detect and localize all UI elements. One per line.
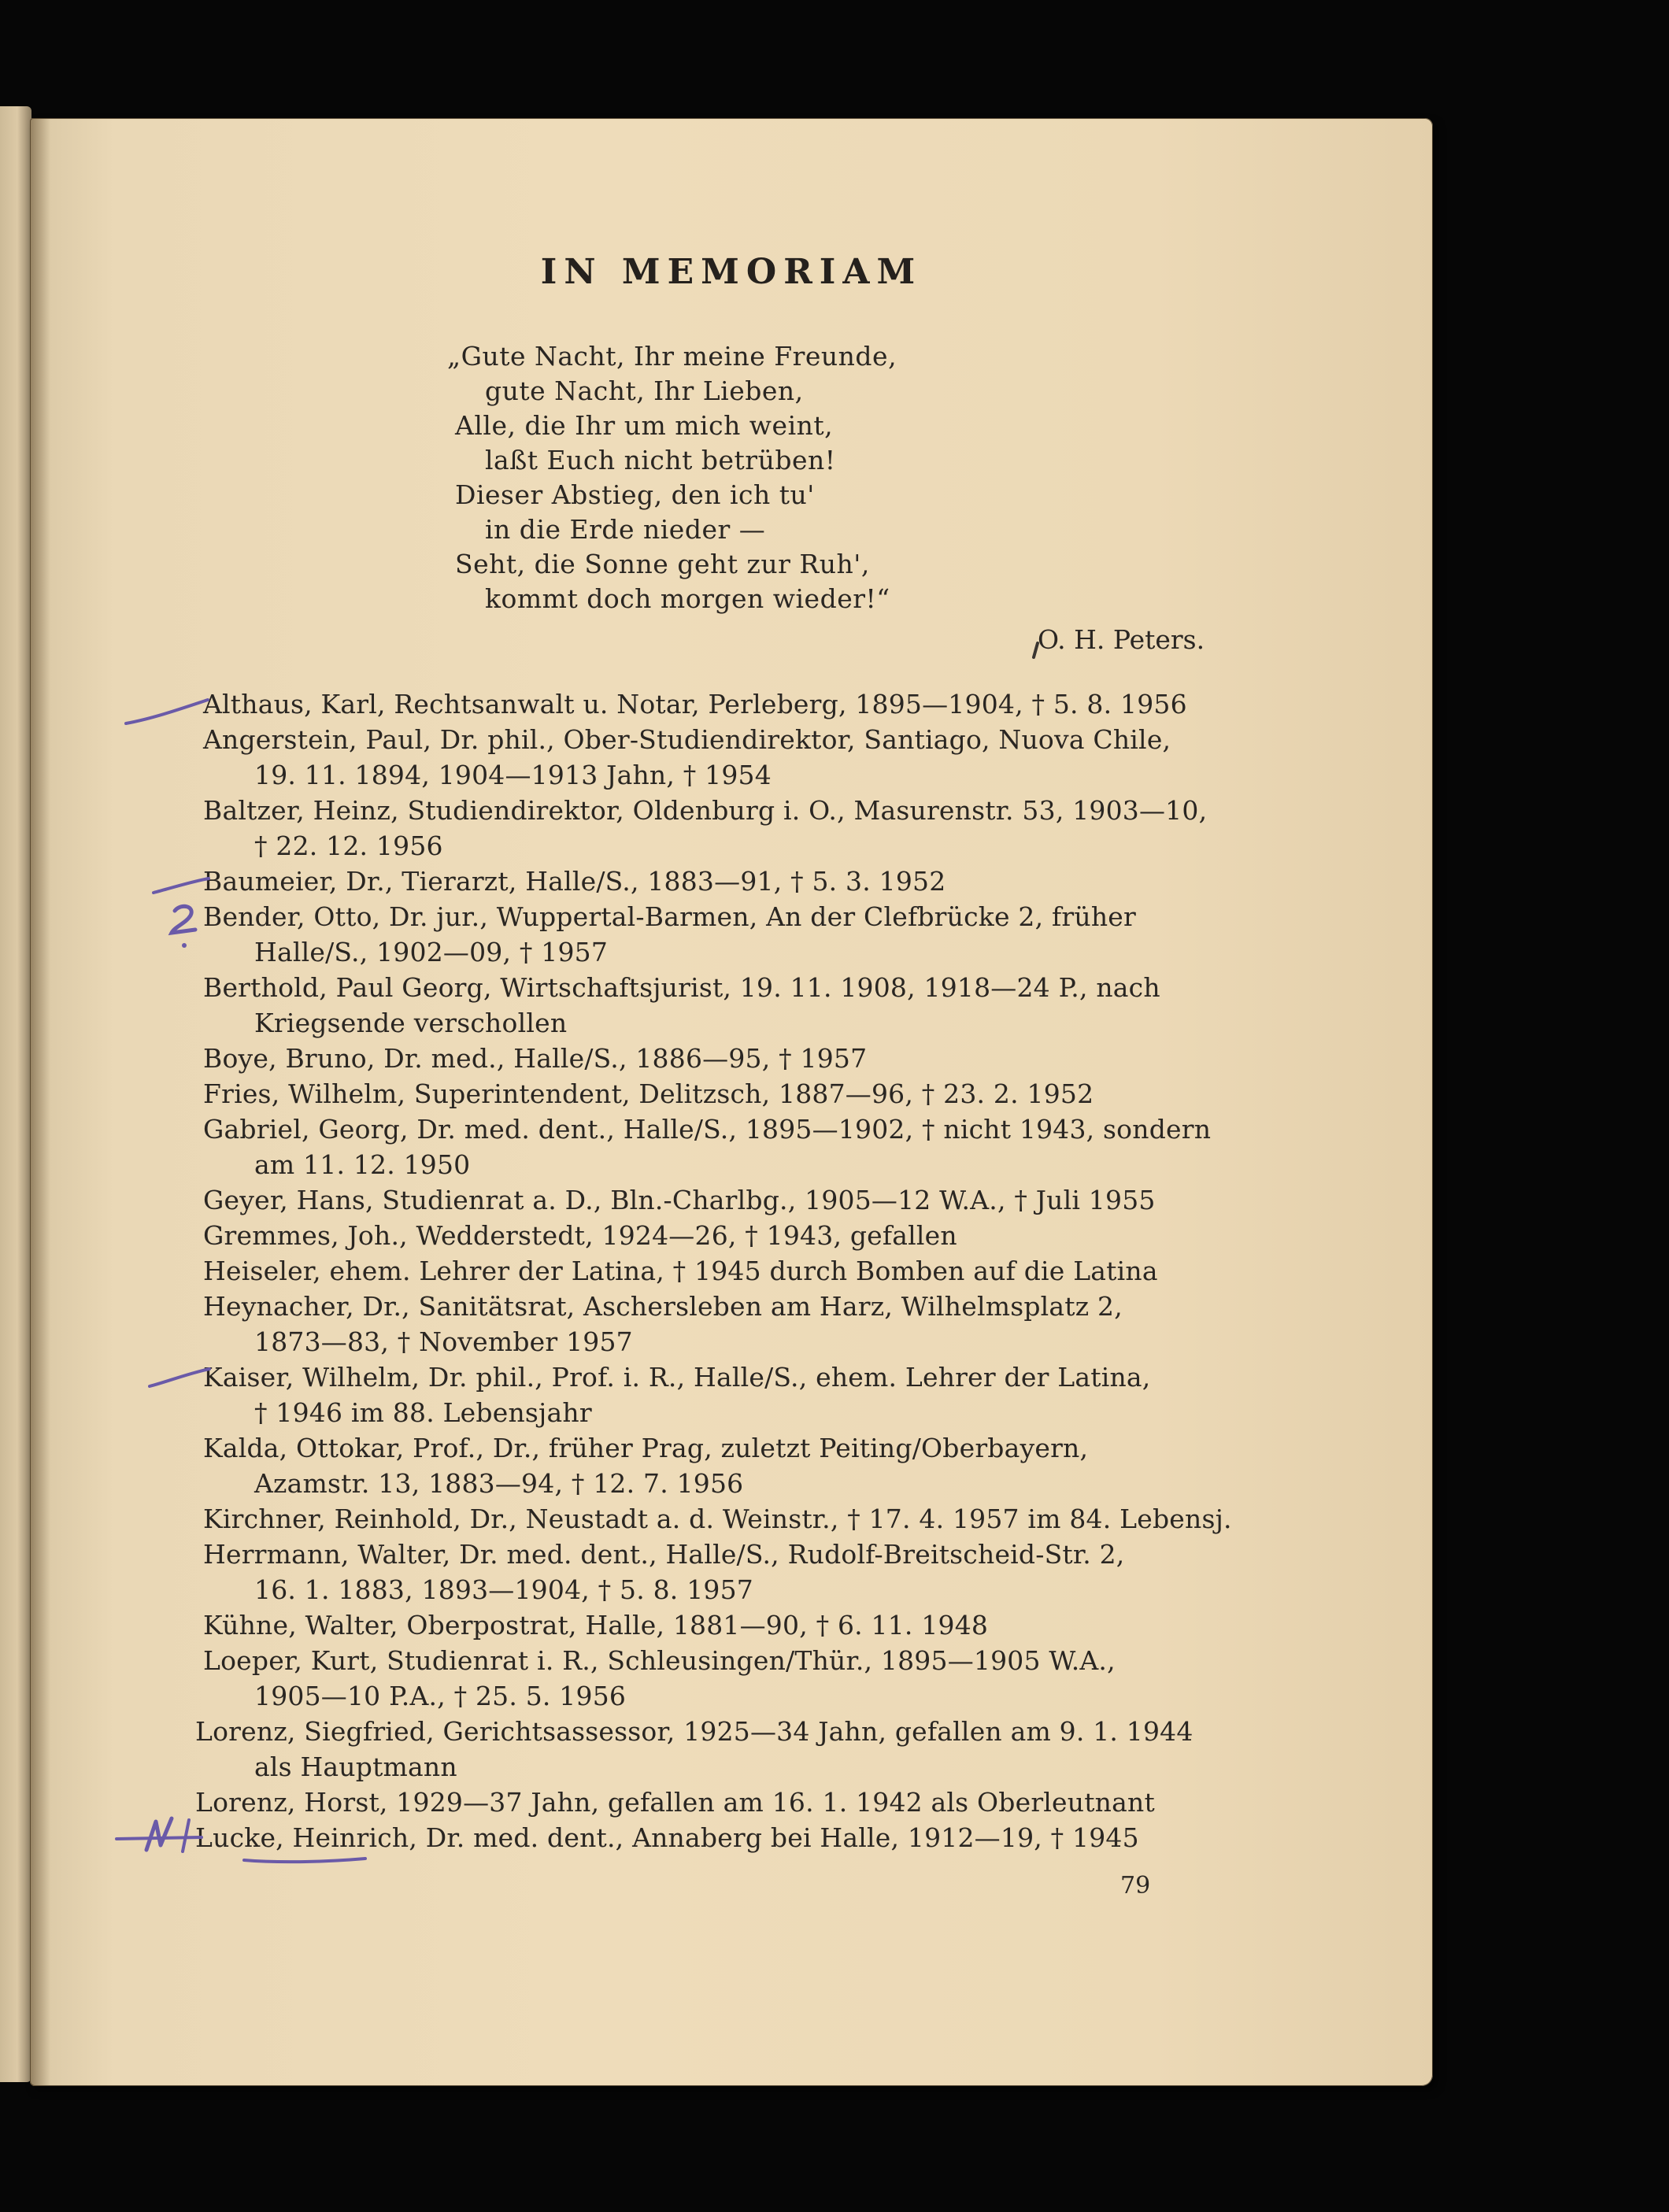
poem-line: Dieser Abstieg, den ich tu' [455,479,815,510]
memorial-entry: Kalda, Ottokar, Prof., Dr., früher Prag, zuletzt Peiting/Oberbayern, [203,1433,1089,1463]
memorial-entry: Kirchner, Reinhold, Dr., Neustadt a. d. Weinstr., † 17. 4. 1957 im 84. Lebensj. [203,1504,1232,1534]
memorial-entry: Althaus, Karl, Rechtsanwalt u. Notar, Perleberg, 1895—1904, † 5. 8. 1956 [203,689,1187,719]
memorial-entry: Boye, Bruno, Dr. med., Halle/S., 1886—95, † 1957 [203,1043,868,1074]
memorial-entry: Gabriel, Georg, Dr. med. dent., Halle/S., 1895—1902, † nicht 1943, sondern [203,1114,1212,1145]
previous-page-edge [0,106,31,2082]
poem-line: in die Erde nieder — [485,514,766,545]
memorial-entry: Lorenz, Siegfried, Gerichtsassessor, 1925—34 Jahn, gefallen am 9. 1. 1944 [195,1716,1193,1747]
memorial-entry: Lucke, Heinrich, Dr. med. dent., Annaberg bei Halle, 1912—19, † 1945 [195,1822,1139,1853]
memorial-entry: † 1946 im 88. Lebensjahr [254,1397,592,1428]
memorial-entry: Baumeier, Dr., Tierarzt, Halle/S., 1883—91, † 5. 3. 1952 [203,866,946,897]
poem-line: gute Nacht, Ihr Lieben, [485,375,804,406]
memorial-entry: 1873—83, † November 1957 [254,1326,633,1357]
page-number: 79 [1120,1872,1151,1899]
poem-line: Alle, die Ihr um mich weint, [455,410,834,441]
pen-mark-althaus-icon [124,697,211,728]
memorial-entry: 1905—10 P.A., † 25. 5. 1956 [254,1681,627,1711]
memorial-entry: Loeper, Kurt, Studienrat i. R., Schleusingen/Thür., 1895—1905 W.A., [203,1645,1116,1676]
page-title: IN MEMORIAM [540,252,923,292]
poem-line: kommt doch morgen wieder!“ [485,583,890,614]
memorial-entry: Azamstr. 13, 1883—94, † 12. 7. 1956 [254,1468,744,1499]
memorial-entry: Heynacher, Dr., Sanitätsrat, Aschersleben am Harz, Wilhelmsplatz 2, [203,1291,1123,1322]
poem-author: O. H. Peters. [1038,624,1205,655]
memorial-entry: Herrmann, Walter, Dr. med. dent., Halle/S., Rudolf-Breitscheid-Str. 2, [203,1539,1125,1570]
memorial-entry: Lorenz, Horst, 1929—37 Jahn, gefallen am 16. 1. 1942 als Oberleutnant [195,1787,1155,1818]
memorial-entry: Berthold, Paul Georg, Wirtschaftsjurist, 19. 11. 1908, 1918—24 P., nach [203,972,1160,1003]
memorial-entry: Fries, Wilhelm, Superintendent, Delitzsch, 1887—96, † 23. 2. 1952 [203,1078,1094,1109]
memorial-entry: † 22. 12. 1956 [254,830,443,861]
memorial-entry: am 11. 12. 1950 [254,1149,471,1180]
underline-lucke-icon [242,1852,368,1868]
poem-line: „Gute Nacht, Ihr meine Freunde, [447,341,897,372]
memorial-entry: 16. 1. 1883, 1893—1904, † 5. 8. 1957 [254,1574,753,1605]
memorial-entry: als Hauptmann [254,1751,457,1782]
book-page [30,118,1433,2086]
pen-mark-baumeier-icon [152,874,211,897]
memorial-entry: Kaiser, Wilhelm, Dr. phil., Prof. i. R., Halle/S., ehem. Lehrer der Latina, [203,1362,1151,1393]
poem-line: laßt Euch nicht betrüben! [485,445,836,475]
memorial-entry: Halle/S., 1902—09, † 1957 [254,937,609,967]
memorial-entry: Geyer, Hans, Studienrat a. D., Bln.-Charlbg., 1905—12 W.A., † Juli 1955 [203,1185,1156,1215]
memorial-entry: Kriegsende verschollen [254,1008,568,1038]
memorial-entry: Heiseler, ehem. Lehrer der Latina, † 1945 durch Bomben auf die Latina [203,1256,1158,1286]
pen-mark-kaiser-icon [148,1366,211,1389]
memorial-entry: Bender, Otto, Dr. jur., Wuppertal-Barmen, An der Clefbrücke 2, früher [203,901,1136,932]
poem-line: Seht, die Sonne geht zur Ruh', [455,549,870,579]
gutter-shadow [30,118,50,2086]
memorial-entry: Baltzer, Heinz, Studiendirektor, Oldenburg i. O., Masurenstr. 53, 1903—10, [203,795,1208,826]
memorial-entry: 19. 11. 1894, 1904—1913 Jahn, † 1954 [254,760,772,790]
memorial-entry: Angerstein, Paul, Dr. phil., Ober-Studiendirektor, Santiago, Nuova Chile, [203,724,1171,755]
memorial-entry: Kühne, Walter, Oberpostrat, Halle, 1881—90, † 6. 11. 1948 [203,1610,989,1641]
memorial-entry: Gremmes, Joh., Wedderstedt, 1924—26, † 1943, gefallen [203,1220,957,1251]
